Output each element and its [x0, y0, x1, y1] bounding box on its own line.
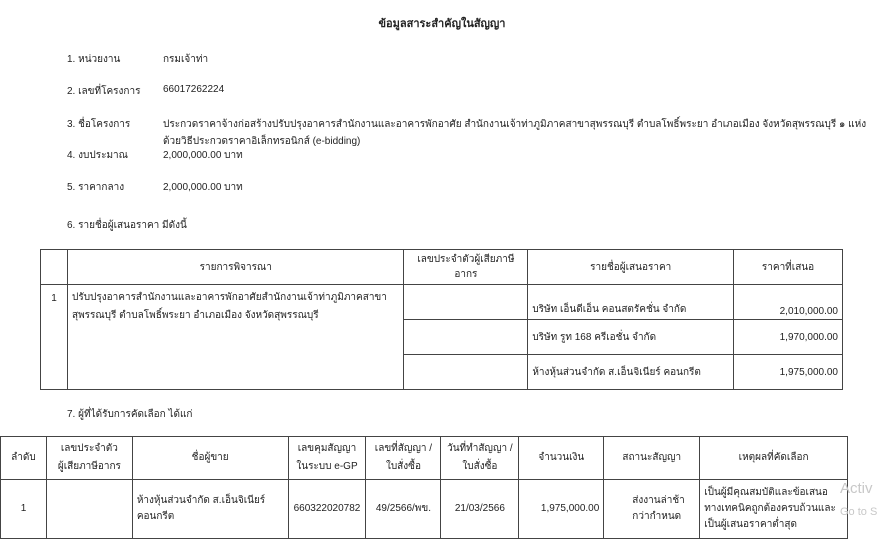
- bidders-table-header: [41, 250, 843, 285]
- bidder-price: 1,970,000.00: [734, 320, 843, 355]
- header-cell: ราคาที่เสนอ: [734, 250, 843, 285]
- item-description: ปรับปรุงอาคารสำนักงานและอาคารพักอาศัยสำนักงานเจ้าท่าภูมิภาคสาขาสุพรรณบุรี ตำบลโพธิ์พระยา อำเภอเมือง จังหวัดสุพรรณบุรี: [67, 285, 404, 390]
- agency-label: 1. หน่วยงาน: [67, 54, 121, 65]
- header-cell: [441, 437, 519, 480]
- budget-label: 4. งบประมาณ: [67, 150, 128, 161]
- project-name-line1: ประกวดราคาจ้างก่อสร้างปรับปรุงอาคารสำนักงานและอาคารพักอาศัย สำนักงานเจ้าท่าภูมิภาคสาขาสุพรรณบุรี ตำบลโพธิ์พระยา อำเภอเมือง จังหวัดสุพรรณบุรี ๑ แห่ง: [163, 119, 867, 130]
- award-seller: ห้างหุ้นส่วนจำกัด ส.เอ็นจิเนียร์ คอนกรีต: [132, 480, 288, 539]
- header-line: เลขที่สัญญา /: [374, 443, 433, 454]
- header-cell: รายชื่อผู้เสนอราคา: [528, 250, 734, 285]
- bidder-tax-id: [404, 355, 528, 390]
- header-line: ผู้เสียภาษีอากร: [57, 461, 121, 472]
- activation-watermark: [840, 478, 877, 523]
- agency-value: กรมเจ้าท่า: [163, 54, 209, 65]
- award-status: ส่งงานล่าช้ากว่ากำหนด: [604, 480, 700, 539]
- project-number-value: 66017262224: [163, 84, 225, 95]
- item-number: 1: [41, 285, 68, 390]
- watermark-line1: Activ: [840, 480, 873, 497]
- header-line: ในระบบ e-GP: [296, 461, 358, 472]
- header-line: สถานะสัญญา: [622, 452, 682, 463]
- project-name-label: 3. ชื่อโครงการ: [67, 119, 131, 130]
- header-line: เหตุผลที่คัดเลือก: [738, 452, 809, 463]
- header-line: ชื่อผู้ขาย: [191, 452, 229, 463]
- header-line: ลำดับ: [11, 452, 36, 463]
- page-title: ข้อมูลสาระสำคัญในสัญญา: [378, 18, 506, 30]
- award-no: 1: [1, 480, 47, 539]
- project-number-label: 2. เลขที่โครงการ: [67, 86, 141, 97]
- median-price-value: 2,000,000.00 บาท: [163, 182, 243, 193]
- header-cell: [1, 437, 47, 480]
- bidder-name: บริษัท รูท 168 ครีเอชั่น จำกัด: [528, 320, 734, 355]
- award-amount: 1,975,000.00: [519, 480, 604, 539]
- bidders-table: [40, 249, 843, 390]
- median-price-label: 5. ราคากลาง: [67, 182, 125, 193]
- header-cell: [366, 437, 441, 480]
- header-line: ใบสั่งซื้อ: [462, 461, 498, 472]
- award-table: [0, 436, 848, 539]
- award-date: 21/03/2566: [441, 480, 519, 539]
- table-row: [41, 285, 843, 320]
- header-line: จำนวนเงิน: [538, 452, 585, 463]
- watermark-line2: Go to S: [840, 506, 878, 518]
- award-table-header: [1, 437, 848, 480]
- bidder-tax-id: [404, 320, 528, 355]
- header-cell: [604, 437, 700, 480]
- header-cell: เลขประจำตัวผู้เสียภาษีอากร: [404, 250, 528, 285]
- header-line: เลขคุมสัญญา: [297, 443, 357, 454]
- award-egp-number: 660322020782: [288, 480, 366, 539]
- bidder-price: 2,010,000.00: [734, 285, 843, 320]
- header-cell: [132, 437, 288, 480]
- header-line: เลขประจำตัว: [60, 443, 118, 454]
- header-line: วันที่ทำสัญญา /: [447, 443, 513, 454]
- bidder-name: ห้างหุ้นส่วนจำกัด ส.เอ็นจิเนียร์ คอนกรีต: [528, 355, 734, 390]
- header-cell: รายการพิจารณา: [67, 250, 404, 285]
- section6-heading: 6. รายชื่อผู้เสนอราคา มีดังนี้: [67, 220, 187, 231]
- header-cell: [46, 437, 132, 480]
- bidder-price: 1,975,000.00: [734, 355, 843, 390]
- header-line: ใบสั่งซื้อ: [385, 461, 421, 472]
- award-contract-number: 49/2566/พข.: [366, 480, 441, 539]
- table-row: [1, 480, 848, 539]
- budget-value: 2,000,000.00 บาท: [163, 150, 243, 161]
- header-cell: [41, 250, 68, 285]
- award-reason: เป็นผู้มีคุณสมบัติและข้อเสนอทางเทคนิคถูกต้องครบถ้วนและเป็นผู้เสนอราคาต่ำสุด: [700, 480, 848, 539]
- header-cell: [519, 437, 604, 480]
- bidder-name: บริษัท เอ็นดีเอ็น คอนสตรัคชั่น จำกัด: [528, 285, 734, 320]
- section7-heading: 7. ผู้ที่ได้รับการคัดเลือก ได้แก่: [67, 409, 193, 420]
- award-tax-id: [46, 480, 132, 539]
- header-cell: [288, 437, 366, 480]
- project-name-line2: ด้วยวิธีประกวดราคาอิเล็กทรอนิกส์ (e-bidding): [163, 136, 361, 147]
- header-cell: [700, 437, 848, 480]
- bidder-tax-id: [404, 285, 528, 320]
